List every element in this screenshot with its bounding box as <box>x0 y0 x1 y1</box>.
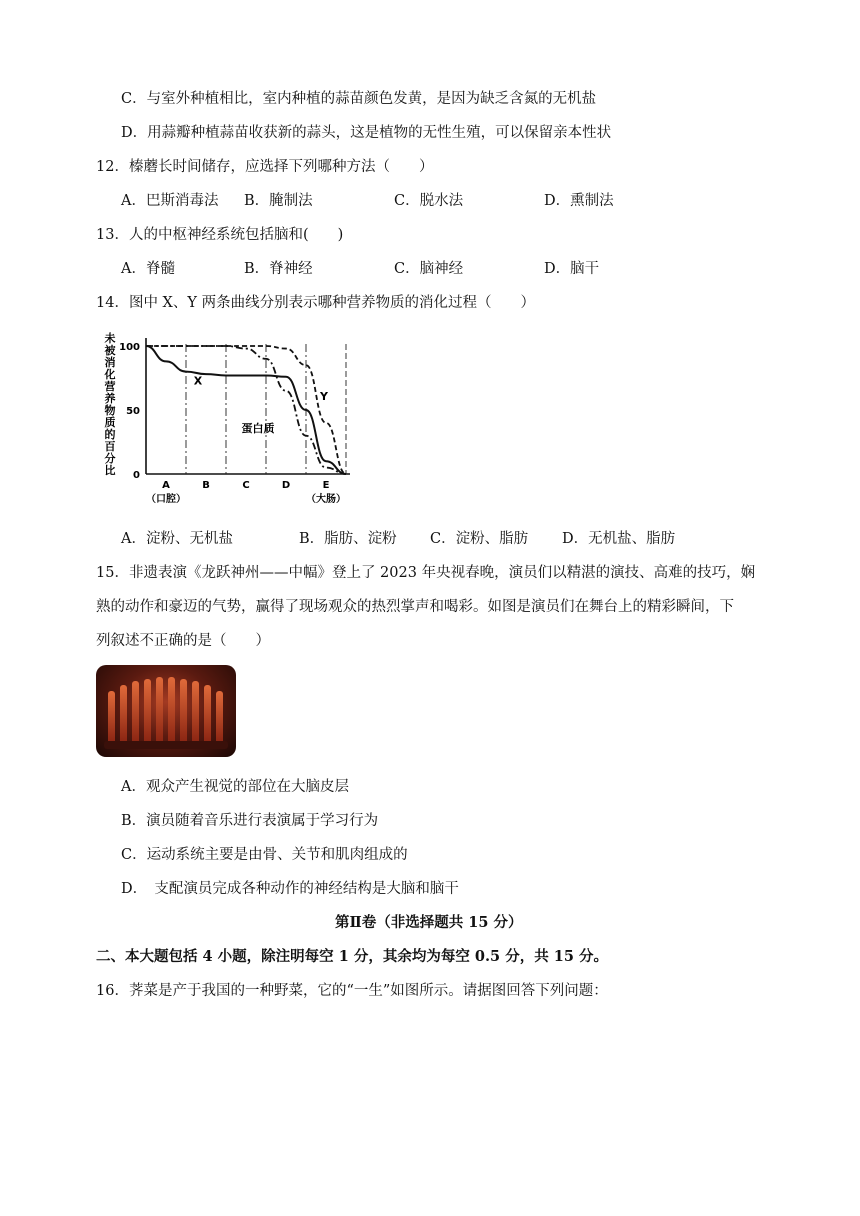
q15-option-d: D． 支配演员完成各种动作的神经结构是大脑和脑干 <box>121 881 459 897</box>
q12-option-c: C．脱水法 <box>394 193 464 209</box>
ylabel-char: 被 <box>104 344 116 357</box>
q15-stem-line1: 15．非遗表演《龙跃神州——中幅》登上了 2023 年央视春晚，演员们以精湛的演技、高难的技巧，娴 <box>96 565 756 581</box>
q14-option-d: D．无机盐、脂肪 <box>562 531 676 547</box>
q13-option-c: C．脑神经 <box>394 261 464 277</box>
q12-option-b: B．腌制法 <box>244 193 313 209</box>
q14-option-c: C．淀粉、脂肪 <box>430 531 529 547</box>
y-tick-label: 100 <box>119 342 140 353</box>
ylabel-char: 的 <box>104 428 116 441</box>
q13-option-d: D．脑干 <box>544 261 600 277</box>
ylabel-char: 化 <box>104 368 116 381</box>
chart-annotation: 蛋白质 <box>241 421 275 435</box>
section2-title: 第Ⅱ卷（非选择题共 15 分） <box>335 914 523 931</box>
series-line-X <box>146 346 346 474</box>
x-category-note: （口腔） <box>146 494 186 505</box>
x-category-label: C <box>242 480 250 491</box>
q11-option-c: C．与室外种植相比，室内种植的蒜苗颜色发黄，是因为缺乏含氮的无机盐 <box>121 91 597 107</box>
x-category-note: （大肠） <box>306 494 346 505</box>
chart-ylabel <box>104 331 117 477</box>
q13-option-b: B．脊神经 <box>244 261 313 277</box>
x-category-label: B <box>202 480 210 491</box>
chart-annotation: X <box>193 374 203 388</box>
q12-stem: 12．榛蘑长时间储存，应选择下列哪种方法（ ） <box>96 159 434 175</box>
x-category-label: A <box>162 480 170 491</box>
q15-stem-line3: 列叙述不正确的是（ ） <box>96 633 270 649</box>
q15-option-b: B．演员随着音乐进行表演属于学习行为 <box>121 813 379 829</box>
x-category-label: D <box>281 480 291 491</box>
q16-stem: 16．荠菜是产于我国的一种野菜，它的“一生”如图所示。请据图回答下列问题： <box>96 983 608 999</box>
ylabel-char: 消 <box>104 356 116 369</box>
ylabel-char: 质 <box>104 416 116 429</box>
q15-option-c: C．运动系统主要是由骨、关节和肌肉组成的 <box>121 847 408 863</box>
ylabel-char: 未 <box>104 332 116 345</box>
digestion-chart <box>100 328 362 516</box>
q14-option-b: B．脂肪、淀粉 <box>299 531 397 547</box>
y-tick-label: 0 <box>133 470 140 481</box>
ylabel-char: 百 <box>104 440 116 453</box>
ylabel-char: 比 <box>104 464 116 477</box>
q13-option-a: A．脊髓 <box>121 261 175 277</box>
q15-option-a: A．观众产生视觉的部位在大脑皮层 <box>121 779 349 795</box>
performance-photo <box>96 665 236 757</box>
ylabel-char: 养 <box>104 392 116 405</box>
q11-option-d: D．用蒜瓣种植蒜苗收获新的蒜头，这是植物的无性生殖，可以保留亲本性状 <box>121 125 612 141</box>
q12-option-a: A．巴斯消毒法 <box>121 193 219 209</box>
q12-option-d: D．熏制法 <box>544 193 614 209</box>
q13-stem: 13．人的中枢神经系统包括脑和( ) <box>96 227 344 243</box>
ylabel-char: 分 <box>104 452 116 465</box>
q14-option-a: A．淀粉、无机盐 <box>121 531 233 547</box>
x-category-label: E <box>322 480 330 491</box>
ylabel-char: 物 <box>104 404 116 417</box>
q14-stem: 14．图中 X、Y 两条曲线分别表示哪种营养物质的消化过程（ ） <box>96 295 536 311</box>
chart-annotation: Y <box>320 389 328 403</box>
ylabel-char: 营 <box>104 380 116 393</box>
y-tick-label: 50 <box>126 406 140 417</box>
section2-instruction: 二、本大题包括 4 小题，除注明每空 1 分，其余均为每空 0.5 分，共 15 分。 <box>96 948 608 965</box>
q15-stem-line2: 熟的动作和豪迈的气势，赢得了现场观众的热烈掌声和喝彩。如图是演员们在舞台上的精彩瞬间，下 <box>96 599 734 615</box>
